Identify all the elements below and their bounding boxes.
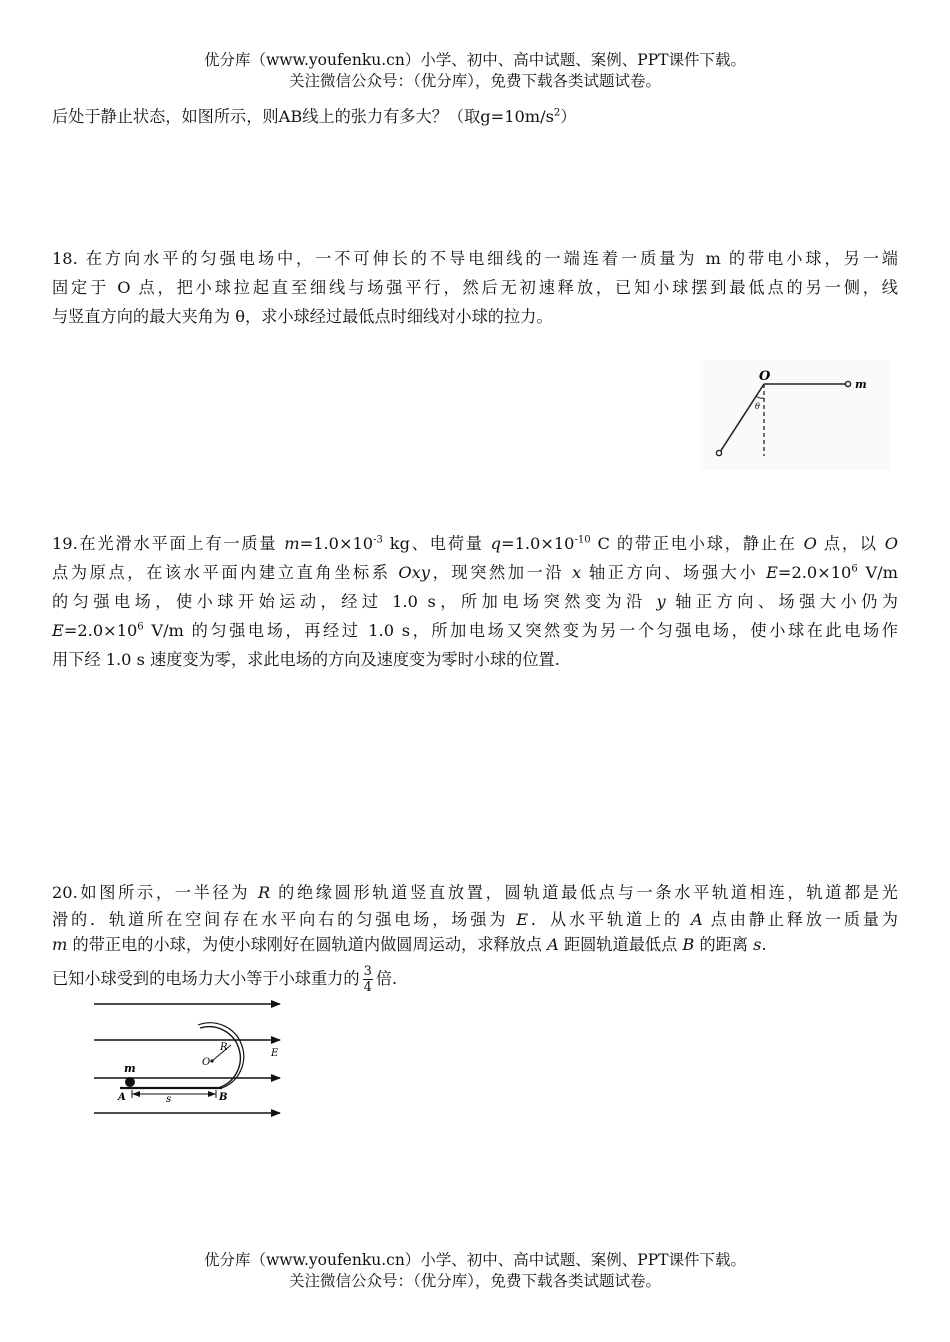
question-20 [52, 878, 898, 1001]
q20-track-figure [88, 992, 288, 1122]
q18-line-3: 与竖直方向的最大夹角为 θ，求小球经过最低点时细线对小球的拉力。 [52, 307, 553, 326]
header-line-2: 关注微信公众号：（优分库），免费下载各类试题试卷。 [288, 72, 661, 90]
q20-label-b: B [219, 1092, 228, 1103]
q18-line-2: 固定于 O 点，把小球拉起直至细线与场强平行，然后无初速释放，已知小球摆到最低点的另一侧，线 [52, 278, 898, 297]
previous-question-tail [52, 102, 898, 131]
q19-line-2: 点为原点，在该水平面内建立直角坐标系 Oxy，现突然加一沿 x 轴正方向、场强大小 $E=2.0\times 10^6$ V/m [52, 563, 898, 582]
top-line-text: 后处于静止状态，如图所示，则AB线上的张力有多大？（取g=10m/s [52, 107, 554, 126]
q20-label-s: s [166, 1094, 172, 1105]
q19-line-5: 用下经 1.0 s 速度变为零，求此电场的方向及速度变为零时小球的位置. [52, 650, 560, 669]
q19-line-1: 19.在光滑水平面上有一质量 $m=1.0\times 10^{-3}$ kg、电荷量 $q=1.0\times 10^{-10}$ C 的带正电小球，静止在 O 点，以 O [52, 534, 899, 553]
header-line-1: 优分库（www.youfenku.cn）小学、初中、高中试题、案例、PPT课件下载。 [203, 51, 747, 69]
q20-label-o: O [202, 1057, 211, 1068]
q20-label-a: A [118, 1092, 126, 1103]
footer-line-2: 关注微信公众号：（优分库），免费下载各类试题试卷。 [288, 1272, 661, 1290]
q18-label-o: O [759, 369, 771, 384]
q20-line-2: 滑的．轨道所在空间存在水平向右的匀强电场，场强为 E．从水平轨道上的 A 点由静止释放一质量为 [52, 910, 898, 929]
q18-ball-end [716, 450, 721, 455]
footer-line-1: 优分库（www.youfenku.cn）小学、初中、高中试题、案例、PPT课件下载。 [203, 1251, 747, 1269]
charged-ball [125, 1077, 135, 1087]
q18-ball-start [845, 381, 850, 386]
q20-label-m: m [124, 1062, 136, 1075]
q20-label-e: E [271, 1048, 279, 1059]
q18-pendulum-figure [700, 360, 890, 470]
distance-arrow-left [132, 1091, 140, 1097]
distance-arrow-right [208, 1091, 216, 1097]
q18-figure-bg [700, 360, 890, 470]
top-line-sup: 2 [553, 107, 561, 119]
q20-line-4: 已知小球受到的电场力大小等于小球重力的 $\frac{3}{4}$ 倍. [52, 964, 398, 995]
question-18 [52, 244, 898, 331]
q20-line-1: 20.如图所示，一半径为 R 的绝缘圆形轨道竖直放置，圆轨道最低点与一条水平轨道相连，轨道都是光 [52, 883, 898, 902]
page-header [0, 50, 950, 92]
q19-line-3: 的匀强电场，使小球开始运动，经过 1.0 s，所加电场突然变为沿 y 轴正方向、场强大小仍为 [52, 592, 898, 611]
q18-line-1: 18. 在方向水平的匀强电场中，一不可伸长的不导电细线的一端连着一质量为 m 的带电小球，另一端 [52, 249, 898, 268]
q20-line-3: m 的带正电的小球，为使小球刚好在圆轨道内做圆周运动，求释放点 A 距圆轨道最低点 B 的距离 s. [52, 935, 767, 954]
q18-label-m: m [855, 378, 867, 391]
question-19 [52, 529, 898, 674]
page-footer [0, 1250, 950, 1292]
fraction-three-quarters: $\frac{3}{4}$ [363, 964, 372, 995]
q19-line-4: $E=2.0\times 10^6$ V/m 的匀强电场，再经过 1.0 s，所加电场又突然变为另一个匀强电场，使小球在此电场作 [52, 621, 898, 640]
q18-label-theta: θ [755, 402, 760, 411]
q20-label-r: R [220, 1042, 228, 1053]
top-line-tail: ） [560, 107, 577, 126]
